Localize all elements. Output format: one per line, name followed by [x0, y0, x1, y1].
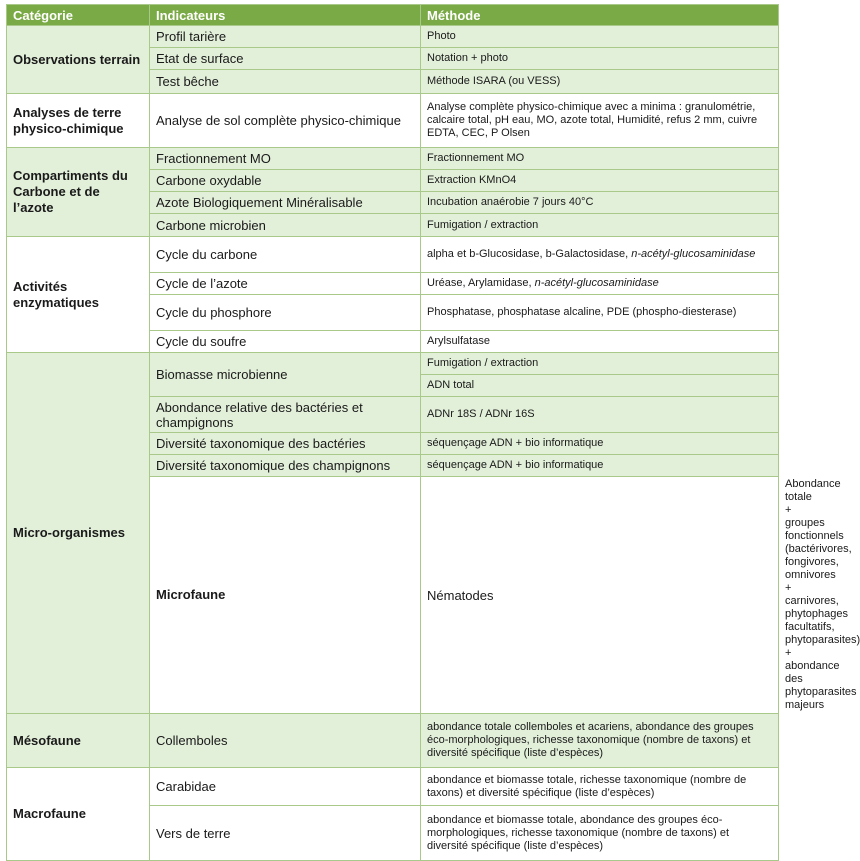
header-methode: Méthode	[421, 5, 779, 26]
indicator-cell: Cycle de l’azote	[150, 273, 421, 295]
table-row	[7, 237, 779, 273]
indicator-cell: Fractionnement MO	[150, 148, 421, 170]
method-cell	[421, 237, 779, 273]
method-cell: Arylsulfatase	[421, 331, 779, 353]
table-row	[7, 768, 779, 806]
indicator-cell: Profil tarière	[150, 26, 421, 48]
indicator-cell: Analyse de sol complète physico-chimique	[150, 94, 421, 148]
method-cell: Phosphatase, phosphatase alcaline, PDE (phospho-diesterase)	[421, 295, 779, 331]
method-cell: séquençage ADN + bio informatique	[421, 455, 779, 477]
indicators-table	[6, 4, 860, 861]
method-cell: Extraction KMnO4	[421, 170, 779, 192]
header-categorie: Catégorie	[7, 5, 150, 26]
table-row	[7, 94, 779, 148]
table-row	[7, 353, 779, 375]
indicator-cell: Carbone microbien	[150, 214, 421, 237]
method-text: Uréase, Arylamidase,	[427, 277, 535, 289]
indicator-cell: Vers de terre	[150, 806, 421, 861]
method-cell: Notation + photo	[421, 48, 779, 70]
category-cell: Microfaune	[150, 477, 421, 714]
method-text: alpha et b-Glucosidase, b-Galactosidase,	[427, 248, 632, 260]
indicator-cell: Collemboles	[150, 714, 421, 768]
category-cell: Activités enzymatiques	[7, 237, 150, 353]
category-cell: Macrofaune	[7, 768, 150, 861]
method-cell	[421, 273, 779, 295]
method-cell: abondance et biomasse totale, richesse taxonomique (nombre de taxons) et diversité spécifique (liste d’espèces)	[421, 768, 779, 806]
indicator-cell: Diversité taxonomique des champignons	[150, 455, 421, 477]
method-cell: abondance totale collemboles et acariens, abondance des groupes éco-morphologiques, richesse taxonomique (nombre de taxons) et diversité spécifique (liste d’espèces)	[421, 714, 779, 768]
category-cell: Compartiments du Carbone et de l’azote	[7, 148, 150, 237]
table-row	[7, 26, 779, 48]
method-text-italic: n-acétyl-glucosaminidase	[534, 277, 659, 289]
indicator-cell: Biomasse microbienne	[150, 353, 421, 397]
method-cell: Analyse complète physico-chimique avec a minima : granulométrie, calcaire total, pH eau, MO, azote total, Humidité, refus 2 mm, cuivre EDTA, CEC, P Olsen	[421, 94, 779, 148]
indicator-cell: Etat de surface	[150, 48, 421, 70]
method-cell: Méthode ISARA (ou VESS)	[421, 70, 779, 94]
method-cell: Fractionnement MO	[421, 148, 779, 170]
method-cell: Incubation anaérobie 7 jours 40°C	[421, 192, 779, 214]
method-cell: Fumigation / extraction	[421, 214, 779, 237]
method-cell: ADN total	[421, 375, 779, 397]
category-cell: Observations terrain	[7, 26, 150, 94]
indicator-cell: Abondance relative des bactéries et champignons	[150, 397, 421, 433]
header-indicateurs: Indicateurs	[150, 5, 421, 26]
method-cell: Photo	[421, 26, 779, 48]
category-cell: Mésofaune	[7, 714, 150, 768]
category-cell: Analyses de terre physico-chimique	[7, 94, 150, 148]
indicator-cell: Azote Biologiquement Minéralisable	[150, 192, 421, 214]
indicator-cell: Carabidae	[150, 768, 421, 806]
table-row	[7, 148, 779, 170]
method-cell: abondance et biomasse totale, abondance des groupes éco-morphologiques, richesse taxonomique (nombre de taxons) et diversité spécifique (liste d’espèces)	[421, 806, 779, 861]
indicator-cell: Cycle du soufre	[150, 331, 421, 353]
header-row	[7, 5, 779, 26]
indicator-cell: Diversité taxonomique des bactéries	[150, 433, 421, 455]
indicator-cell: Carbone oxydable	[150, 170, 421, 192]
indicator-cell: Cycle du phosphore	[150, 295, 421, 331]
method-cell: séquençage ADN + bio informatique	[421, 433, 779, 455]
category-cell: Micro-organismes	[7, 353, 150, 714]
indicator-cell: Cycle du carbone	[150, 237, 421, 273]
method-cell: Fumigation / extraction	[421, 353, 779, 375]
method-text-italic: n-acétyl-glucosaminidase	[631, 248, 756, 260]
indicator-cell: Test bêche	[150, 70, 421, 94]
table-row	[7, 714, 779, 768]
indicator-cell: Nématodes	[421, 477, 779, 714]
table-row: Microfaune Nématodes Abondance totale + groupes fonctionnels (bactérivores, fongivores, omnivores + carnivores, phytophages facultatifs, phytoparasites) + abondance des phytoparasites majeurs	[7, 477, 779, 714]
method-cell: ADNr 18S / ADNr 16S	[421, 397, 779, 433]
